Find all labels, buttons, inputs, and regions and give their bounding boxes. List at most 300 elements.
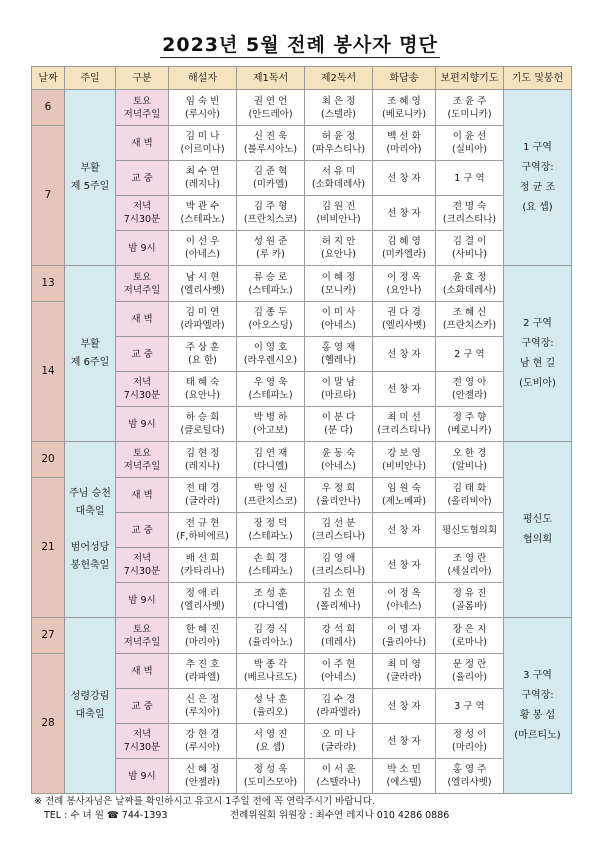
cell-text: (요 셉) [256, 742, 285, 753]
volunteer-cell [436, 161, 504, 196]
cell-text: (스텔라나) [316, 777, 361, 788]
cell-text: 정 성 욱 [253, 764, 288, 775]
cell-text: 김 혜 영 [387, 236, 421, 247]
cell-text: (미카엘) [253, 179, 288, 190]
cell-text: 허 지 안 [321, 236, 356, 247]
cell-text: 조 성 훈 [253, 588, 288, 599]
service-type-cell [116, 90, 169, 126]
sunday-cell [65, 442, 116, 618]
volunteer-cell [373, 513, 436, 548]
cell-text: 저녁주일 [123, 108, 161, 120]
cell-text: 교 중 [131, 172, 153, 184]
cell-text: 부활 [80, 338, 100, 350]
cell-text: 강 보 영 [387, 447, 421, 459]
volunteer-cell [436, 618, 504, 654]
cell-text: (베르나르도) [243, 672, 298, 683]
cell-text: 강 현 경 [185, 729, 220, 740]
cell-text: 제 5주일 [70, 180, 110, 192]
volunteer-cell [436, 759, 504, 794]
cell-text: (크리스티나) [377, 425, 431, 436]
sunday-cell [65, 618, 116, 794]
cell-text: 배 선 희 [185, 553, 220, 564]
cell-text: 강 석 희 [321, 623, 356, 635]
volunteer-cell [237, 302, 305, 337]
cell-text: 우 영 욱 [253, 377, 288, 388]
cell-text: (분 다) [324, 425, 353, 436]
cell-text: 1 구 역 [454, 172, 485, 184]
column-header: 기도 및봉헌 [504, 67, 572, 90]
volunteer-cell [436, 724, 504, 759]
service-type-cell [116, 724, 169, 759]
volunteer-cell [237, 548, 305, 583]
volunteer-cell [169, 196, 237, 231]
volunteer-cell [237, 337, 305, 372]
cell-text: 이 말 남 [321, 377, 356, 388]
column-header: 보편지향기도 [436, 67, 504, 90]
cell-text: 박 영 신 [253, 483, 288, 494]
volunteer-cell [237, 654, 305, 689]
cell-text: (아네스) [321, 320, 356, 331]
volunteer-cell [436, 442, 504, 478]
column-header: 제1독서 [237, 67, 305, 90]
cell-text: 문 정 란 [452, 659, 487, 670]
cell-text: (데레사) [321, 636, 356, 648]
cell-text: 새 벽 [131, 665, 153, 677]
cell-text: 손 희 경 [253, 553, 288, 564]
cell-text: 밤 9시 [128, 242, 156, 254]
cell-text: (도미스모아) [243, 777, 298, 788]
cell-text: 신 진 욱 [253, 131, 288, 142]
volunteer-cell [169, 231, 237, 266]
prayer-offering-cell [504, 266, 572, 442]
cell-text: (율리아노) [248, 636, 293, 648]
cell-text: (이르미나) [180, 144, 225, 155]
page-title: 2023년 5월 전례 봉사자 명단 [162, 34, 438, 56]
cell-text: (마르타) [321, 390, 356, 401]
volunteer-cell [436, 654, 504, 689]
cell-text: 봉헌축일 [70, 559, 110, 571]
cell-text: 2 구 역 [454, 348, 485, 360]
cell-text: 김 종 두 [253, 307, 288, 318]
cell-text: (스테파노) [248, 390, 293, 401]
cell-text: (루시아) [185, 108, 220, 120]
volunteer-cell [305, 478, 373, 513]
table-row [32, 618, 572, 654]
cell-text: (루치아) [185, 707, 220, 718]
volunteer-cell [436, 407, 504, 442]
cell-text: 박 종 각 [253, 659, 288, 670]
cell-text: 김 현 정 [185, 447, 220, 459]
cell-text: 서 유 미 [321, 166, 356, 177]
date-cell: 13 [32, 266, 65, 302]
cell-text: 저녁주일 [123, 284, 161, 296]
cell-text: (라파엘라) [316, 707, 361, 718]
cell-text: 정 유 진 [452, 588, 487, 599]
cell-text: 홍 영 재 [321, 342, 356, 353]
cell-text: (세실리아) [447, 566, 492, 577]
volunteer-cell [237, 513, 305, 548]
cell-text: (엘리사벳) [180, 284, 225, 296]
cell-text: (율리아) [452, 672, 487, 683]
volunteer-cell [436, 337, 504, 372]
cell-text: (올리비아) [447, 496, 492, 507]
cell-text: 조 혜 영 [387, 95, 421, 107]
cell-text: 7시30분 [123, 214, 161, 225]
cell-text: 성 원 준 [253, 236, 288, 247]
volunteer-cell [169, 759, 237, 794]
cell-text: 이 명 자 [387, 623, 421, 635]
cell-text: 김 선 분 [321, 518, 356, 529]
volunteer-cell [237, 266, 305, 302]
volunteer-cell [436, 196, 504, 231]
cell-text: 오 미 나 [321, 729, 356, 740]
cell-text: (아고보) [253, 425, 288, 436]
volunteer-cell [305, 266, 373, 302]
cell-text: 저녁 [132, 201, 152, 212]
cell-text: 선 창 자 [387, 524, 421, 536]
cell-text: (마리아) [452, 742, 487, 753]
cell-text: 서 영 진 [253, 729, 288, 740]
column-header: 제2독서 [305, 67, 373, 90]
cell-text: 1 구역 [523, 141, 552, 153]
volunteer-cell [237, 126, 305, 161]
volunteer-cell [436, 231, 504, 266]
volunteer-cell [373, 407, 436, 442]
cell-text: 밤 9시 [128, 594, 156, 606]
cell-text: (크리스티나) [442, 214, 497, 225]
cell-text: (스테파노) [248, 531, 293, 542]
service-type-cell [116, 302, 169, 337]
volunteer-cell [305, 548, 373, 583]
cell-text: 저녁 [132, 729, 152, 740]
volunteer-cell [169, 302, 237, 337]
cell-text: 장 은 지 [452, 623, 487, 635]
service-type-cell [116, 759, 169, 794]
cell-text: 김 소 현 [321, 588, 356, 599]
cell-text: 윤 효 정 [452, 271, 487, 283]
volunteer-cell [373, 337, 436, 372]
cell-text: 한 혜 진 [185, 623, 220, 635]
cell-text: (요안나) [386, 284, 422, 296]
cell-text: 주 상 훈 [185, 342, 220, 353]
cell-text: (비비안나) [316, 214, 361, 225]
cell-text: 부활 [80, 162, 100, 174]
service-type-cell [116, 372, 169, 407]
volunteer-cell [169, 337, 237, 372]
volunteer-cell [373, 759, 436, 794]
cell-text: (율리안나) [316, 496, 361, 507]
cell-text: (안젤라) [185, 777, 220, 788]
cell-text: (스테파노) [248, 566, 293, 577]
cell-text: 우 정 희 [321, 483, 356, 494]
cell-text: (프란치스카) [442, 320, 497, 331]
cell-text: 새 벽 [131, 313, 153, 325]
cell-text: 김 원 진 [321, 201, 356, 212]
table-row [32, 90, 572, 126]
cell-text: (미카엘라) [381, 249, 427, 260]
service-type-cell [116, 337, 169, 372]
cell-text: (마리아) [185, 636, 220, 648]
volunteer-cell [237, 724, 305, 759]
cell-text: 주님 승천 [69, 487, 111, 499]
volunteer-cell [373, 90, 436, 126]
cell-text: 전 명 숙 [452, 201, 487, 212]
cell-text: 권 다 경 [387, 307, 421, 318]
cell-text: (마리아) [386, 144, 422, 155]
volunteer-cell [373, 583, 436, 618]
volunteer-cell [169, 618, 237, 654]
cell-text: (율리오) [253, 707, 288, 718]
cell-text: 교 중 [131, 524, 153, 536]
cell-text: 조 혜 신 [452, 307, 487, 318]
cell-text: (카타리나) [180, 566, 225, 577]
service-type-cell [116, 583, 169, 618]
cell-text: 장 정 덕 [253, 518, 288, 529]
cell-text: (안젤라) [452, 390, 487, 401]
cell-text: 김 태 화 [452, 483, 487, 494]
volunteer-cell [436, 372, 504, 407]
date-cell: 28 [32, 654, 65, 794]
cell-text: (아네스) [321, 460, 356, 472]
service-type-cell [116, 266, 169, 302]
cell-text: 허 윤 정 [321, 131, 356, 142]
volunteer-cell [373, 478, 436, 513]
volunteer-cell [305, 337, 373, 372]
prayer-offering-cell [504, 442, 572, 618]
service-type-cell [116, 126, 169, 161]
volunteer-cell [237, 161, 305, 196]
cell-text: 평신도협의회 [441, 524, 498, 536]
cell-text: 이 미 사 [321, 307, 356, 318]
service-type-cell [116, 231, 169, 266]
volunteer-cell [169, 161, 237, 196]
cell-text: 정 성 이 [452, 729, 487, 740]
service-type-cell [116, 478, 169, 513]
cell-text: 신 은 정 [185, 694, 220, 705]
volunteer-cell [373, 724, 436, 759]
date-cell: 7 [32, 126, 65, 266]
volunteer-cell [169, 266, 237, 302]
service-type-cell [116, 548, 169, 583]
cell-text: (도비아) [519, 377, 556, 389]
volunteer-cell [237, 689, 305, 724]
volunteer-cell [305, 759, 373, 794]
volunteer-cell [169, 126, 237, 161]
cell-text: (루시아) [185, 742, 220, 753]
volunteer-cell [373, 689, 436, 724]
cell-text: (라파엘라) [180, 320, 225, 331]
cell-text: (폴리세나) [316, 601, 361, 612]
sunday-cell [65, 266, 116, 442]
volunteer-cell [436, 583, 504, 618]
volunteer-cell [305, 689, 373, 724]
cell-text: 밤 9시 [128, 418, 156, 430]
volunteer-cell [169, 407, 237, 442]
cell-text: 황 봉 섭 [519, 709, 556, 721]
volunteer-cell [237, 618, 305, 654]
cell-text: (크리스티나) [311, 531, 366, 542]
prayer-offering-cell [504, 90, 572, 266]
cell-text: 이 서 윤 [321, 764, 356, 775]
volunteer-cell [305, 302, 373, 337]
cell-text: (아오스딩) [248, 320, 293, 331]
volunteer-cell [373, 548, 436, 583]
cell-text: (안드레아) [248, 108, 293, 120]
cell-text: (로마나) [452, 636, 487, 648]
cell-text: 최 미 선 [387, 412, 421, 423]
cell-text: 대축일 [75, 505, 105, 517]
cell-text: 구역장: [521, 161, 554, 173]
cell-text: (크리스티나) [311, 566, 366, 577]
volunteer-cell [436, 548, 504, 583]
table-row [32, 442, 572, 478]
volunteer-cell [305, 196, 373, 231]
cell-text: 2 구역 [523, 317, 552, 329]
cell-text: (글라라) [386, 672, 422, 683]
cell-text: (아네스) [321, 672, 356, 683]
cell-text: (사비나) [452, 249, 487, 260]
volunteer-cell [169, 654, 237, 689]
cell-text: 선 창 자 [387, 700, 421, 712]
cell-text: 이 주 현 [321, 659, 356, 670]
cell-text: (볼루시아노) [243, 144, 298, 155]
cell-text: 김 미 나 [185, 131, 220, 142]
cell-text: 박 관 수 [185, 201, 220, 212]
cell-text: (다니엘) [253, 460, 288, 472]
date-cell: 6 [32, 90, 65, 126]
footer-note: ※ 전례 봉사자님은 날짜를 확인하시고 유고시 1주일 전에 꼭 연락주시기 바랍니다. [34, 796, 375, 807]
cell-text: 선 창 자 [387, 172, 421, 184]
cell-text: 7시30분 [123, 566, 161, 577]
cell-text: 김 준 혁 [253, 166, 288, 177]
service-type-cell [116, 513, 169, 548]
sunday-cell [65, 90, 116, 266]
cell-text: (에스텔) [386, 777, 422, 788]
volunteer-cell [169, 513, 237, 548]
volunteer-cell [436, 302, 504, 337]
volunteer-cell [237, 583, 305, 618]
cell-text: 제 6주일 [70, 356, 110, 368]
service-type-cell [116, 442, 169, 478]
cell-text: 전 태 경 [185, 483, 220, 494]
cell-text: 이 혜 정 [321, 271, 356, 283]
cell-text: 남 시 현 [185, 271, 220, 283]
volunteer-cell [436, 478, 504, 513]
cell-text: 7시30분 [123, 742, 161, 753]
cell-text: 정 애 리 [185, 588, 220, 599]
cell-text: (요안나) [321, 249, 356, 260]
volunteer-cell [237, 478, 305, 513]
cell-text: (알비나) [452, 460, 487, 472]
volunteer-cell [305, 407, 373, 442]
cell-text: (글라라) [185, 496, 220, 507]
cell-text: (헬레나) [321, 355, 356, 366]
cell-text: 조 윤 주 [452, 95, 487, 107]
cell-text: 저녁 [132, 377, 152, 388]
volunteer-cell [237, 407, 305, 442]
cell-text: 이 선 우 [185, 236, 220, 247]
volunteer-cell [305, 513, 373, 548]
cell-text: (아네스) [386, 601, 422, 612]
cell-text: 류 승 로 [253, 271, 288, 283]
cell-text: (제노베파) [381, 496, 427, 507]
volunteer-cell [305, 231, 373, 266]
cell-text: 최 미 영 [387, 659, 421, 670]
volunteer-cell [237, 372, 305, 407]
volunteer-cell [373, 231, 436, 266]
volunteer-cell [373, 618, 436, 654]
volunteer-cell [305, 724, 373, 759]
cell-text: 성령강림 [70, 690, 110, 702]
column-header: 주일 [65, 67, 116, 90]
cell-text: 선 창 자 [387, 735, 421, 747]
cell-text: 구역장: [521, 337, 554, 349]
cell-text: 이 윤 선 [452, 131, 487, 142]
cell-text: 대축일 [75, 708, 105, 720]
cell-text: 하 승 희 [185, 412, 220, 423]
cell-text: 이 분 다 [321, 412, 356, 423]
volunteer-cell [237, 231, 305, 266]
volunteer-cell [305, 654, 373, 689]
date-cell: 20 [32, 442, 65, 478]
cell-text: 토요 [132, 447, 152, 459]
volunteer-cell [169, 478, 237, 513]
cell-text: (스텔라) [321, 108, 356, 120]
service-type-cell [116, 407, 169, 442]
cell-text: 백 선 화 [387, 131, 421, 142]
volunteer-cell [169, 724, 237, 759]
cell-text: 토요 [132, 623, 152, 635]
cell-text: 오 한 경 [452, 447, 487, 459]
service-type-cell [116, 196, 169, 231]
cell-text: 선 창 자 [387, 348, 421, 360]
cell-text: 정 주 향 [452, 412, 487, 423]
cell-text: (소화데레사) [442, 284, 497, 296]
cell-text: 7시30분 [123, 390, 161, 401]
cell-text: 신 혜 정 [185, 764, 220, 775]
cell-text: 저녁주일 [123, 460, 161, 472]
volunteer-cell [373, 196, 436, 231]
date-cell: 14 [32, 302, 65, 442]
cell-text: 이 정 옥 [387, 271, 421, 283]
date-cell: 21 [32, 478, 65, 618]
cell-text: (소화데레사) [311, 179, 366, 190]
cell-text: 3 구역 [523, 669, 552, 681]
cell-text: 구역장: [521, 689, 554, 701]
cell-text: (레지나) [185, 460, 220, 472]
volunteer-cell [436, 90, 504, 126]
service-type-cell [116, 161, 169, 196]
cell-text: 선 창 자 [387, 383, 421, 395]
cell-text: 토요 [132, 271, 152, 283]
volunteer-cell [436, 689, 504, 724]
cell-text: (베로니카) [447, 425, 492, 436]
cell-text: 김 결 이 [452, 236, 487, 247]
cell-text: (도미니카) [447, 108, 492, 120]
volunteer-cell [305, 126, 373, 161]
cell-text: (스테파노) [248, 284, 293, 296]
cell-text: 정 균 조 [519, 181, 556, 193]
volunteer-cell [373, 654, 436, 689]
cell-text: (F,하비에르) [176, 531, 229, 542]
cell-text: 교 중 [131, 348, 153, 360]
cell-text: 3 구 역 [454, 700, 485, 712]
cell-text: (글라라) [321, 742, 356, 753]
volunteer-cell [169, 689, 237, 724]
prayer-offering-cell [504, 618, 572, 794]
cell-text: 저녁 [132, 553, 152, 564]
column-header: 구분 [116, 67, 169, 90]
